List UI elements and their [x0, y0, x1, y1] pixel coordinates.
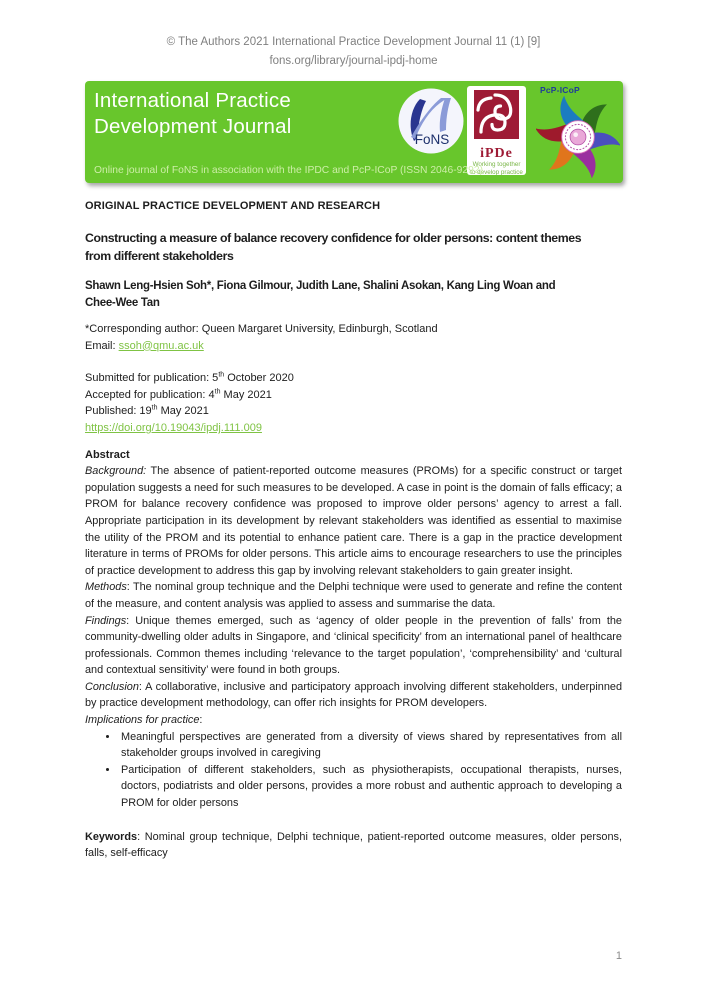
paragraph-label: Methods: [85, 581, 127, 594]
article-type-heading: ORIGINAL PRACTICE DEVELOPMENT AND RESEARCH: [85, 200, 381, 212]
doi-link[interactable]: https://doi.org/10.19043/ipdj.111.009: [85, 421, 262, 434]
abstract-paragraph-background: Background: The absence of patient-reported outcome measures (PROMs) for a specific construct or target population suggests a need for such measures to be developed. A case in point is the domain of falls efficacy; a PROM for balance recovery confidence was proposed to improve older persons’ agency to arrest a fall. Appropriate participation in its development by relevant stakeholders was identified as essential to maximise the utility of the PROM and its potential to enhance patient care. There is a gap in the practice development literature in terms of PROMs for older persons. This article aims to encourage researchers to use the principles of practice development to address this gap by involving relevant stakeholders to gain greater insight.: [85, 465, 622, 577]
paragraph-label: Implications for practice: [85, 714, 200, 727]
article-title: [85, 230, 622, 265]
ipde-tagline-line2: to develop practice: [470, 169, 523, 176]
email-link[interactable]: ssoh@qmu.ac.uk: [118, 339, 204, 352]
published-line: Published: 19th May 2021: [85, 404, 209, 418]
ordinal-superscript: th: [218, 371, 225, 379]
abstract-heading: Abstract: [85, 448, 130, 461]
article-title-line1: Constructing a measure of balance recovery confidence for older persons: content themes: [85, 231, 582, 245]
abstract-paragraph-findings: Findings: Unique themes emerged, such as ‘agency of older people in the prevention of falls’ from the community-dwelling older adults in Singapore, and ‘clinical specificity’ from an international panel of healthcare professionals. Common themes including ‘relevance to the target population’, ‘comprehensibility’ and ‘cultural and contextual sensitivity’ were found in both groups.: [85, 614, 622, 677]
journal-title: [94, 88, 292, 140]
journal-home-url: fons.org/library/journal-ipdj-home: [269, 55, 438, 67]
ipde-logo: [467, 86, 526, 175]
banner-subtitle: Online journal of FoNS in association with the IPDC and PcP-ICoP (ISSN 2046-9292): [94, 165, 483, 176]
article-title-line2: from different stakeholders: [85, 248, 234, 263]
abstract-paragraph-implications: Implications for practice:: [85, 714, 203, 727]
publication-dates: [85, 370, 622, 436]
fons-logo-icon: [398, 88, 464, 154]
pcp-icop-pinwheel-icon: [536, 95, 620, 179]
journal-banner: [85, 81, 623, 183]
ipde-logo-label: iPDe: [480, 146, 513, 161]
ordinal-superscript: th: [151, 404, 158, 412]
ordinal-superscript: th: [214, 388, 221, 396]
keywords-line: Keywords: Nominal group technique, Delphi technique, patient-reported outcome measures, older persons, falls, self-efficacy: [85, 830, 622, 860]
email-line: [85, 338, 622, 355]
article-authors: [85, 278, 622, 312]
ipde-tagline-line1: Working together: [472, 161, 521, 168]
journal-title-line2: Development Journal: [94, 115, 292, 138]
journal-title-line1: International Practice: [94, 89, 291, 112]
paragraph-label: Conclusion: [85, 680, 139, 693]
keywords-label: Keywords: [85, 830, 138, 843]
accepted-line: Accepted for publication: 4th May 2021: [85, 388, 272, 401]
pcp-icop-logo: [536, 85, 620, 181]
ipde-koru-icon: [467, 86, 526, 142]
implications-list: [85, 729, 622, 812]
submitted-line: Submitted for publication: 5th October 2020: [85, 371, 294, 385]
copyright-line: © The Authors 2021 International Practice Development Journal 11 (1) [9]: [166, 36, 541, 48]
email-label: Email:: [85, 339, 119, 352]
authors-line2: Chee-Wee Tan: [85, 297, 160, 309]
corresponding-block: [85, 321, 622, 354]
paragraph-label: Findings: [85, 614, 127, 627]
abstract-paragraph-conclusion: Conclusion: A collaborative, inclusive and participatory approach involving different stakeholders, underpinned by practice development methodology, can offer rich insights for PROM developers.: [85, 680, 622, 710]
abstract-section: [85, 447, 622, 812]
fons-logo-label: FoNS: [414, 132, 450, 147]
authors-line1: Shawn Leng-Hsien Soh*, Fiona Gilmour, Judith Lane, Shalini Asokan, Kang Ling Woan and: [85, 280, 556, 292]
corresponding-author: *Corresponding author: Queen Margaret University, Edinburgh, Scotland: [85, 323, 438, 335]
header-copyright: [85, 0, 622, 71]
doi-line: [85, 420, 622, 437]
paragraph-label: Background:: [85, 465, 147, 478]
abstract-paragraph-methods: Methods: The nominal group technique and the Delphi technique were used to generate and refine the content of the measure, and content analysis was applied to assess and summarise the data.: [85, 581, 622, 610]
implication-item: • Meaningful perspectives are generated from a diversity of views shared by representatives from all stakeholder groups involved in caregiving: [119, 729, 622, 762]
pcp-icop-logo-label: PcP-ICoP: [540, 85, 580, 95]
implication-item: • Participation of different stakeholders, such as physiotherapists, occupational therapists, nurses, doctors, podiatrists and older persons, provides a more robust and authentic approach to developing a PROM for older persons: [119, 762, 622, 812]
page-number: 1: [615, 950, 622, 962]
